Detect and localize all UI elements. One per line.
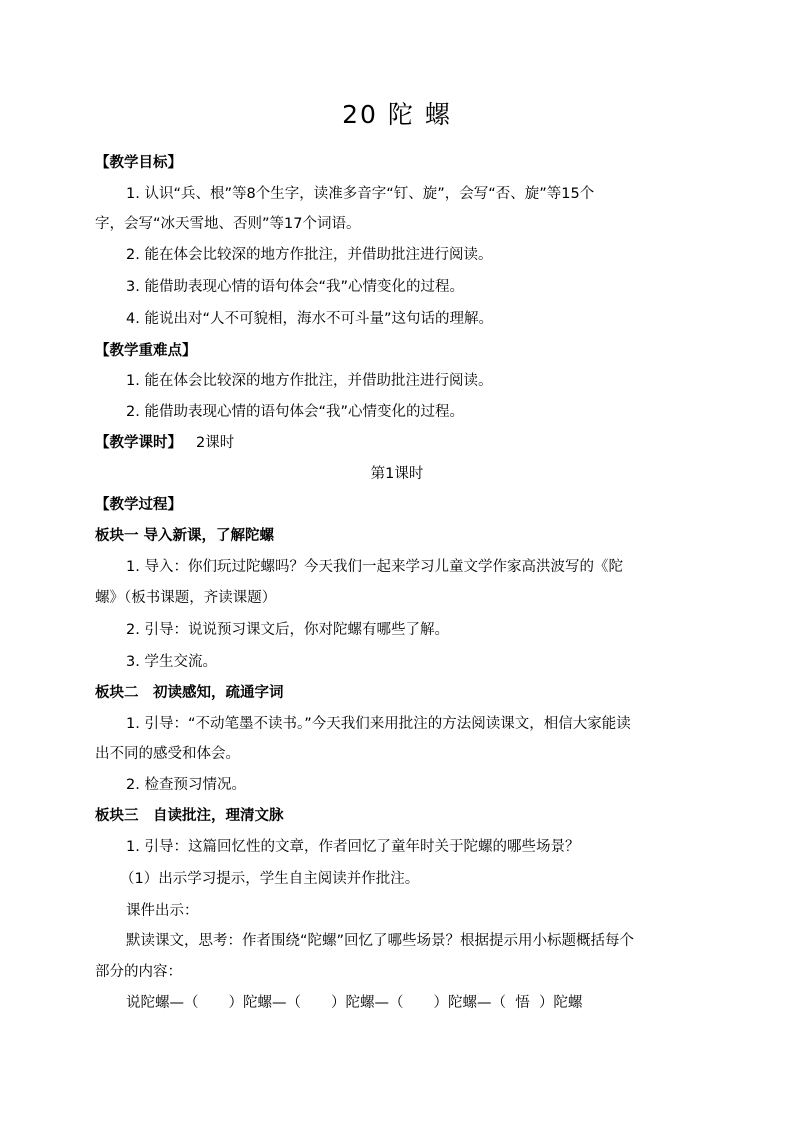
scene-outline: [126, 993, 706, 1013]
module3-line-4-cont: 部分的内容：: [95, 964, 182, 980]
process-heading: 【教学过程】: [95, 497, 182, 513]
hours-row: [95, 433, 705, 453]
module2-line-1-cont: 出不同的感受和体会。: [95, 746, 240, 762]
outline-hint: 悟: [515, 995, 530, 1011]
goal-line-3: 3. 能借助表现心情的语句体会“我”心情变化的过程。: [126, 279, 464, 295]
module1-heading: 板块一 导入新课，了解陀螺: [95, 528, 275, 544]
module2-heading: 板块二 初读感知，疏通字词: [95, 685, 284, 701]
goal-line-4: 4. 能说出对“人不可貌相，海水不可斗量”这句话的理解。: [126, 311, 493, 327]
goals-heading: 【教学目标】: [95, 155, 182, 171]
goal-line-1: 1. 认识“兵、根”等8个生字，读准多音字“钉、旋”，会写“否、旋”等15个: [126, 186, 595, 202]
key-points-heading: 【教学重难点】: [95, 343, 197, 359]
module2-line-2: 2. 检查预习情况。: [126, 777, 246, 793]
module3-line-4: 默读课文，思考：作者围绕“陀螺”回忆了哪些场景？根据提示用小标题概括每个: [126, 933, 635, 949]
module1-line-2: 2. 引导：说说预习课文后，你对陀螺有哪些了解。: [126, 622, 449, 638]
outline-part-4: ）陀螺—（: [433, 995, 506, 1011]
page-title: 20 陀 螺: [342, 100, 452, 129]
module3-line-1: 1. 引导：这篇回忆性的文章，作者回忆了童年时关于陀螺的哪些场景？: [126, 839, 580, 855]
outline-part-2: ）陀螺—（: [228, 995, 301, 1011]
key-point-1: 1. 能在体会比较深的地方作批注，并借助批注进行阅读。: [126, 373, 493, 389]
outline-part-5: ）陀螺: [538, 995, 583, 1011]
key-point-2: 2. 能借助表现心情的语句体会“我”心情变化的过程。: [126, 404, 464, 420]
outline-part-1: 说陀螺—（: [126, 995, 199, 1011]
lesson-label: 第1课时: [370, 466, 424, 482]
goal-line-2: 2. 能在体会比较深的地方作批注，并借助批注进行阅读。: [126, 247, 493, 263]
module2-line-1: 1. 引导：“不动笔墨不读书。”今天我们来用批注的方法阅读课文，相信大家能读: [126, 716, 631, 732]
module1-line-1: 1. 导入：你们玩过陀螺吗？今天我们一起来学习儿童文学作家高洪波写的《陀: [126, 559, 623, 575]
goal-line-1-cont: 字，会写“冰天雪地、否则”等17个词语。: [95, 216, 361, 232]
module1-line-3: 3. 学生交流。: [126, 654, 217, 670]
outline-part-3: ）陀螺—（: [331, 995, 404, 1011]
module3-line-2: （1）出示学习提示，学生自主阅读并作批注。: [120, 871, 420, 887]
module3-heading: 板块三 自读批注，理清文脉: [95, 808, 284, 824]
module3-line-3: 课件出示：: [126, 903, 199, 919]
hours-value: 2课时: [196, 435, 235, 451]
hours-heading: 【教学课时】: [95, 435, 182, 451]
module1-line-1-cont: 螺》（板书课题，齐读课题）: [95, 590, 277, 606]
